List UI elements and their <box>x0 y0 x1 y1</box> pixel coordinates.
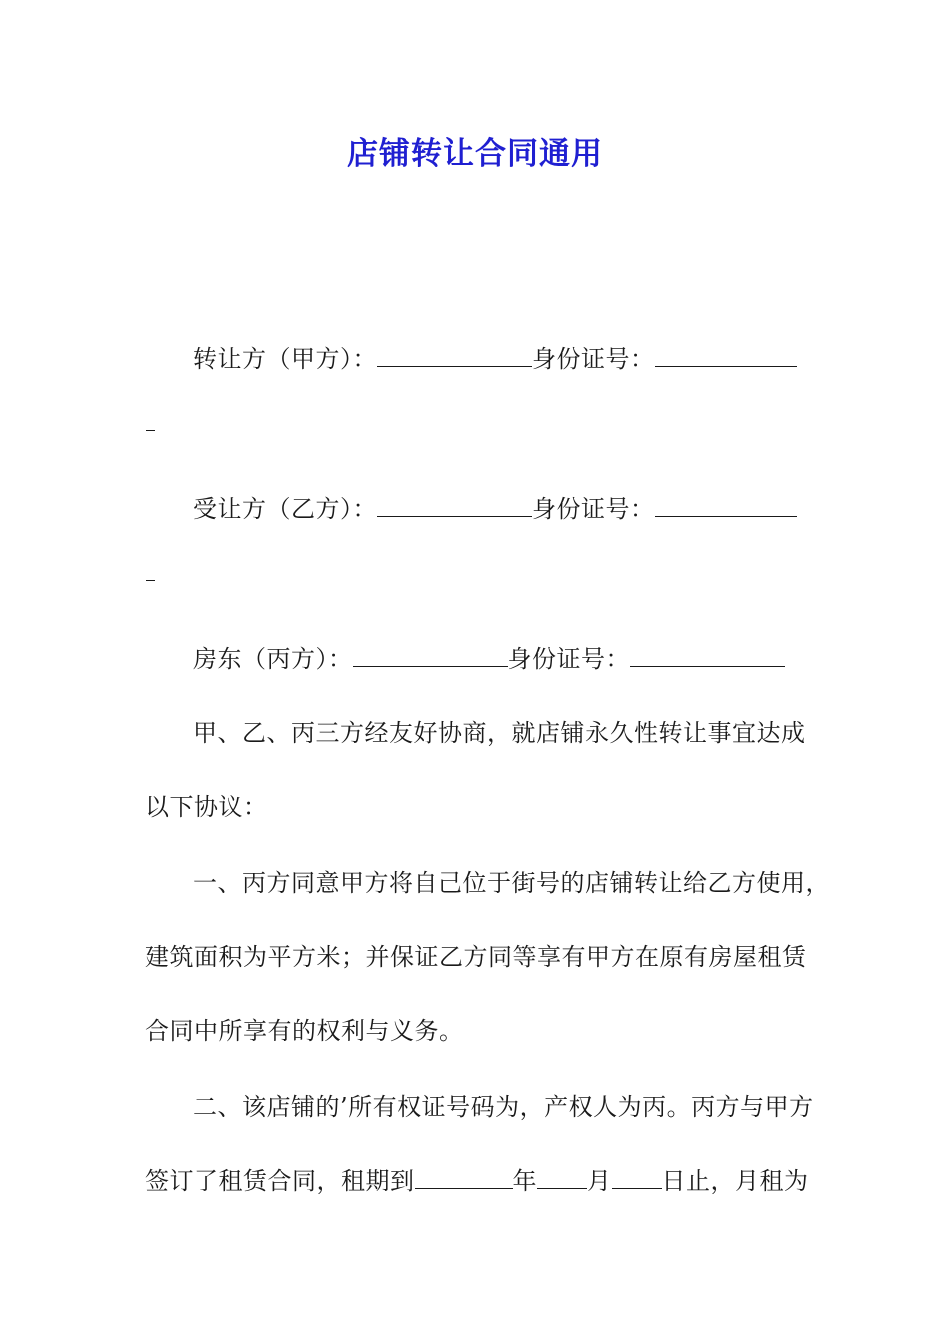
party-a-line <box>193 344 797 374</box>
party-a-label: 转让方（甲方）： <box>193 345 377 373</box>
clause-2-line-2 <box>145 1166 809 1196</box>
clause-2-line-1: 二、该店铺的’所有权证号码为，产权人为丙。丙方与甲方 <box>193 1093 814 1121</box>
clause-1-line-3: 合同中所享有的权利与义务。 <box>145 1017 464 1045</box>
lease-end-year-blank[interactable] <box>415 1166 513 1189</box>
party-a-id-blank-continuation <box>146 430 155 431</box>
party-c-line <box>193 644 785 674</box>
party-b-name-blank[interactable] <box>377 494 532 517</box>
intro-line-2: 以下协议： <box>145 793 268 821</box>
clause-2-rent-text: 日止，月租为 <box>661 1167 809 1195</box>
party-c-id-blank[interactable] <box>630 644 785 667</box>
lease-end-month-blank[interactable] <box>537 1166 587 1189</box>
party-b-id-blank-continuation <box>146 580 155 581</box>
party-a-id-label: 身份证号： <box>532 345 655 373</box>
clause-1-line-1: 一、丙方同意甲方将自己位于街号的店铺转让给乙方使用， <box>193 869 830 897</box>
party-a-name-blank[interactable] <box>377 344 532 367</box>
lease-end-day-blank[interactable] <box>612 1166 662 1189</box>
party-a-id-blank[interactable] <box>655 344 797 367</box>
document-title: 店铺转让合同通用 <box>347 136 603 172</box>
month-label: 月 <box>587 1167 612 1195</box>
party-b-label: 受让方（乙方）： <box>193 495 377 523</box>
year-label: 年 <box>512 1167 537 1195</box>
intro-line-1: 甲、乙、丙三方经友好协商，就店铺永久性转让事宜达成 <box>193 719 806 747</box>
party-c-id-label: 身份证号： <box>507 645 630 673</box>
party-b-id-label: 身份证号： <box>532 495 655 523</box>
party-c-name-blank[interactable] <box>353 644 508 667</box>
party-b-id-blank[interactable] <box>655 494 797 517</box>
clause-2-lease-text: 签订了租赁合同，租期到 <box>145 1167 415 1195</box>
clause-1-line-2: 建筑面积为平方米；并保证乙方同等享有甲方在原有房屋租赁 <box>145 943 807 971</box>
party-c-label: 房东（丙方）： <box>193 645 353 673</box>
party-b-line <box>193 494 797 524</box>
